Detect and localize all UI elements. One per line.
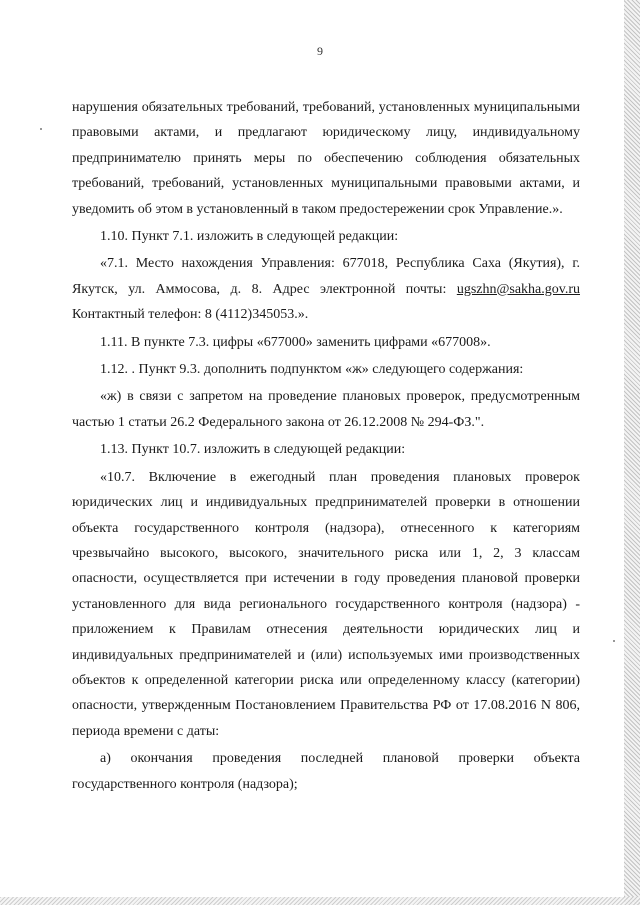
address-text: «7.1. Место нахождения Управления: 677018, Республика Саха (Якутия), г. Якутск, ул. Аммосова, д. 8. Адрес электронной почты: bbox=[72, 256, 580, 297]
email-link[interactable]: ugszhn@sakha.gov.ru bbox=[456, 281, 580, 297]
paragraph-violations: нарушения обязательных требований, требований, установленных муниципальными правовыми актами, и предлагают юридическому лицу, индивидуальному предпринимателю принять меры по обеспечению соблюдения обязательных требований, требований, установленных муниципальными правовыми актами, и уведомить об этом в установленный в таком предостережении срок Управление.». bbox=[72, 100, 580, 217]
paragraph-10-7: «10.7. Включение в ежегодный план проведения плановых проверок юридических лиц и индивидуальных предпринимателей проверки в отношении объекта государственного контроля (надзора), отнесенного к категориям чрезвычайно высокого, высокого, значительного риска или 1, 2, 3 классам опасности, осуществляется при истечении в году проведения плановой проверки установленного для вида регионального государственного контроля (надзора) - приложением к Правилам отнесения деятельности юридических лиц и индивидуальных предпринимателей и (или) используемых ими производственных объектов к определенной категории риска или определенному классу (категории) опасности, утвержденным Постановлением Правительства РФ от 17.08.2016 N 806, периода времени с даты: bbox=[72, 469, 580, 739]
page-number: 9 bbox=[317, 44, 323, 58]
paragraph-1-10: 1.10. Пункт 7.1. изложить в следующей редакции: bbox=[100, 229, 399, 245]
paragraph-subclause-zh: «ж) в связи с запретом на проведение плановых проверок, предусмотренным частью 1 статьи 26.2 Федерального закона от 26.12.2008 № 294-ФЗ.". bbox=[72, 389, 580, 430]
document-body bbox=[72, 95, 580, 799]
paragraph-1-11: 1.11. В пункте 7.3. цифры «677000» заменить цифрами «677008». bbox=[100, 334, 491, 350]
paragraph-7-1-address bbox=[72, 251, 580, 327]
phone-text: Контактный телефон: 8 (4112)345053.». bbox=[72, 307, 309, 323]
scan-speck bbox=[613, 640, 615, 642]
scan-speck bbox=[40, 128, 42, 130]
scan-edge-bottom bbox=[0, 897, 640, 905]
paragraph-1-13: 1.13. Пункт 10.7. изложить в следующей редакции: bbox=[100, 442, 406, 458]
scan-edge-right bbox=[624, 0, 640, 905]
paragraph-1-12: 1.12. . Пункт 9.3. дополнить подпунктом «ж» следующего содержания: bbox=[100, 362, 524, 378]
paragraph-subclause-a: а) окончания проведения последней плановой проверки объекта государственного контроля (надзора); bbox=[72, 751, 580, 792]
